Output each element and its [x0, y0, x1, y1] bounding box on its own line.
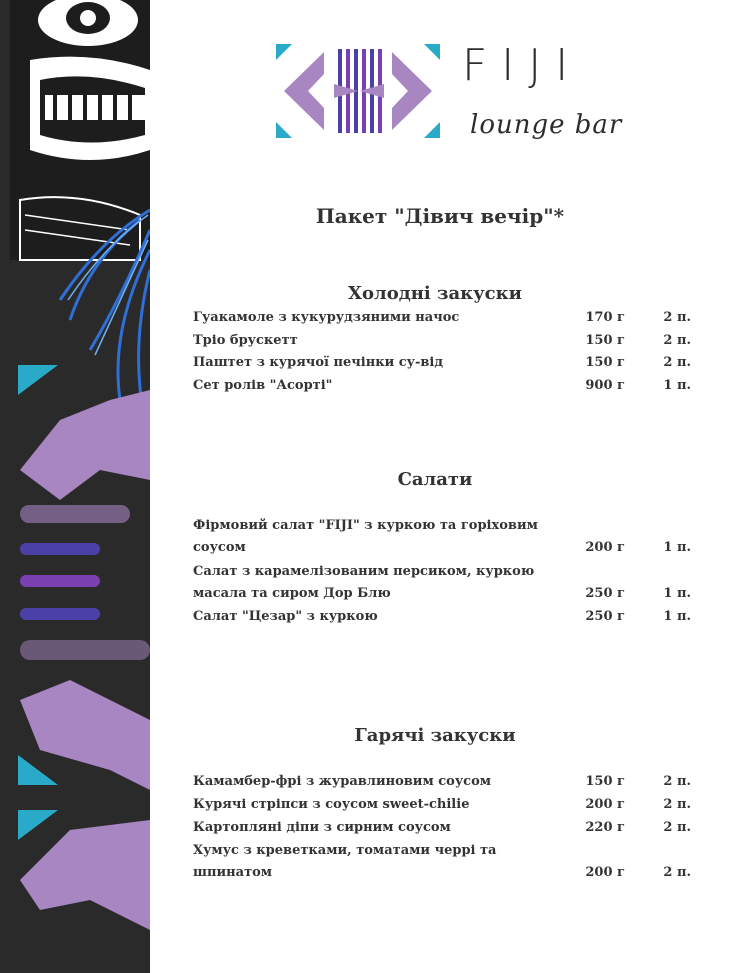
section-title-hot-appetizers: Гарячі закуски [354, 725, 516, 746]
section-title-cold-appetizers: Холодні закуски [348, 283, 522, 304]
item-name: Фірмовий салат "FIJI" з куркою та горіховим соусом [193, 518, 538, 555]
item-name: Гуакамоле з кукурудзяними начос [193, 310, 460, 325]
item-name: Салат з карамелізованим персиком, куркою масала та сиром Дор Блю [193, 564, 535, 601]
item-name: Сет ролів "Асорті" [193, 378, 333, 393]
item-portion: 2 п. [663, 310, 691, 325]
item-weight: 150 г [585, 774, 625, 789]
item-weight: 200 г [585, 540, 625, 555]
package-title: Пакет "Дівич вечір"* [315, 204, 565, 228]
item-portion: 1 п. [663, 378, 691, 393]
tiki-pattern-illustration [0, 0, 150, 973]
item-weight: 250 г [585, 609, 625, 624]
item-portion: 1 п. [663, 586, 691, 601]
item-name: Курячі стріпси з соусом sweet-chilie [193, 797, 470, 812]
item-portion: 2 п. [663, 820, 691, 835]
item-portion: 1 п. [663, 540, 691, 555]
item-portion: 2 п. [663, 355, 691, 370]
item-weight: 200 г [585, 797, 625, 812]
item-weight: 170 г [585, 310, 625, 325]
item-portion: 2 п. [663, 774, 691, 789]
item-name: Хумус з креветками, томатами черрі та шпинатом [193, 843, 497, 880]
item-portion: 2 п. [663, 333, 691, 348]
item-weight: 250 г [585, 586, 625, 601]
item-name: Паштет з курячої печінки су-від [193, 355, 444, 370]
item-name: Камамбер-фрі з журавлиновим соусом [193, 774, 492, 789]
item-weight: 150 г [585, 355, 625, 370]
section-title-salads: Салати [397, 469, 473, 490]
item-portion: 1 п. [663, 609, 691, 624]
item-weight: 220 г [585, 820, 625, 835]
brand-subtitle: lounge bar [470, 110, 623, 140]
item-portion: 2 п. [663, 797, 691, 812]
item-weight: 150 г [585, 333, 625, 348]
item-name: Тріо брускетт [193, 333, 298, 348]
decorative-side-panel [0, 0, 150, 973]
item-name: Салат "Цезар" з куркою [193, 609, 378, 624]
item-name: Картопляні діпи з сирним соусом [193, 820, 451, 835]
item-weight: 200 г [585, 865, 625, 880]
item-weight: 900 г [585, 378, 625, 393]
item-portion: 2 п. [663, 865, 691, 880]
brand-name: FIJI [462, 40, 583, 91]
